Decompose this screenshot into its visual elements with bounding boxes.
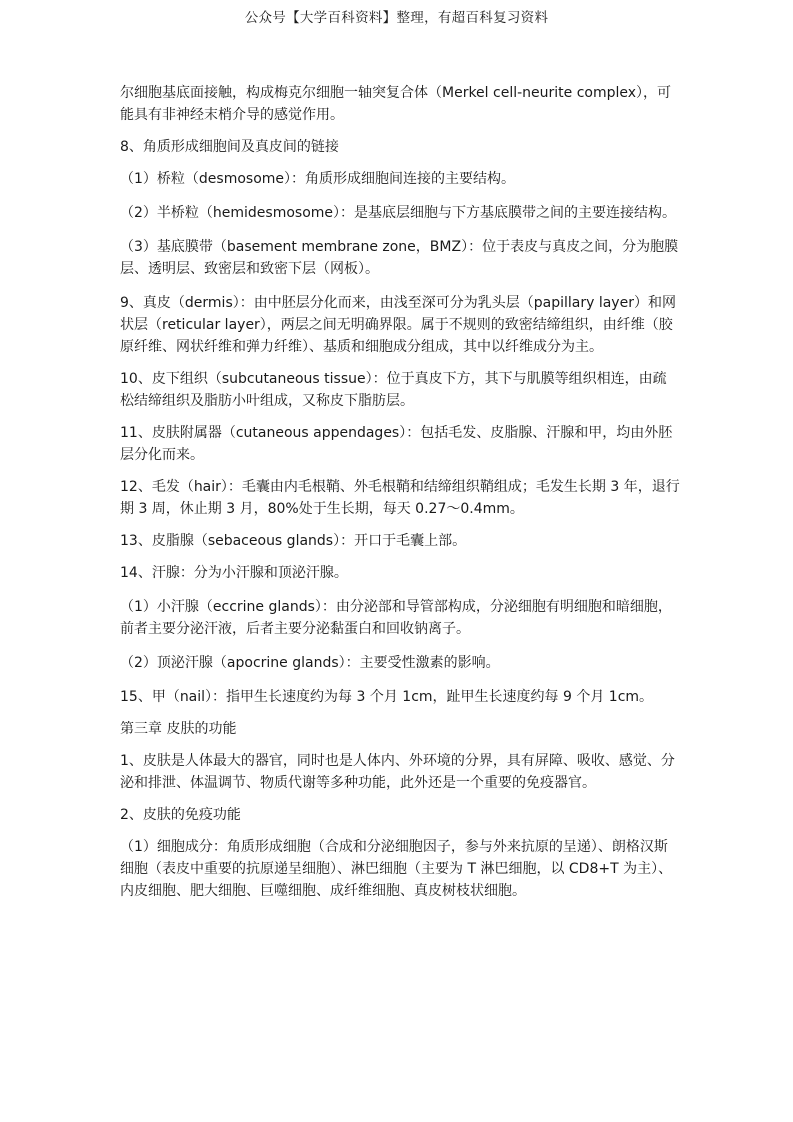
paragraph-sweat-glands: 14、汗腺：分为小汗腺和顶泌汗腺。 [120,565,348,581]
paragraph-appendages: 11、皮肤附属器（cutaneous appendages）：包括毛发、皮脂腺、汗腺和甲，均由外胚层分化而来。 [120,425,673,463]
paragraph-sebaceous: 13、皮脂腺（sebaceous glands）：开口于毛囊上部。 [120,533,467,549]
paragraph-cell-components: （1）细胞成分：角质形成细胞（合成和分泌细胞因子，参与外来抗原的呈递）、朗格汉斯细胞（表皮中重要的抗原递呈细胞）、淋巴细胞（主要为 T 淋巴细胞，以 CD8+T 为主）、内皮细胞、肥大细胞、巨噬细胞、成纤维细胞、真皮树枝状细胞。 [120,839,673,899]
page-header: 公众号【大学百科资料】整理，有超百科复习资料 [244,10,549,26]
paragraph-skin-organ: 1、皮肤是人体最大的器官，同时也是人体内、外环境的分界，具有屏障、吸收、感觉、分泌和排泄、体温调节、物质代谢等多种功能，此外还是一个重要的免疫器官。 [120,753,675,791]
paragraph-dermis: 9、真皮（dermis）：由中胚层分化而来，由浅至深可分为乳头层（papillary layer）和网状层（reticular layer），两层之间无明确界限。属于不规则的致密结缔组织，由纤维（胶原纤维、网状纤维和弹力纤维）、基质和细胞成分组成，其中以纤维成分为主。 [120,295,676,355]
paragraph-desmosome: （1）桥粒（desmosome）：角质形成细胞间连接的主要结构。 [120,171,516,187]
paragraph-hemidesmosome: （2）半桥粒（hemidesmosome）：是基底层细胞与下方基底膜带之间的主要连接结构。 [120,205,677,221]
paragraph-eccrine: （1）小汗腺（eccrine glands）：由分泌部和导管部构成，分泌细胞有明细胞和暗细胞，前者主要分泌汗液，后者主要分泌黏蛋白和回收钠离子。 [120,599,672,637]
document-body [120,82,680,912]
heading-keratinocyte-junctions: 8、角质形成细胞间及真皮间的链接 [120,139,339,155]
paragraph-bmz: （3）基底膜带（basement membrane zone，BMZ）：位于表皮与真皮之间，分为胞膜层、透明层、致密层和致密下层（网板）。 [120,239,679,277]
heading-immune-function: 2、皮肤的免疫功能 [120,807,241,823]
paragraph-apocrine: （2）顶泌汗腺（apocrine glands）：主要受性激素的影响。 [120,655,500,671]
paragraph-subcutaneous: 10、皮下组织（subcutaneous tissue）：位于真皮下方，其下与肌膜等组织相连，由疏松结缔组织及脂肪小叶组成，又称皮下脂肪层。 [120,371,667,409]
paragraph-merkel-complex: 尔细胞基底面接触，构成梅克尔细胞一轴突复合体（Merkel cell-neurite complex），可能具有非神经末梢介导的感觉作用。 [120,85,672,123]
paragraph-nail: 15、甲（nail）：指甲生长速度约为每 3 个月 1cm，趾甲生长速度约每 9 个月 1cm。 [120,689,654,705]
paragraph-hair: 12、毛发（hair）：毛囊由内毛根鞘、外毛根鞘和结缔组织鞘组成；毛发生长期 3 年，退行期 3 周，休止期 3 月，80%处于生长期，每天 0.27～0.4mm。 [120,479,680,517]
chapter-title: 第三章 皮肤的功能 [120,721,237,737]
